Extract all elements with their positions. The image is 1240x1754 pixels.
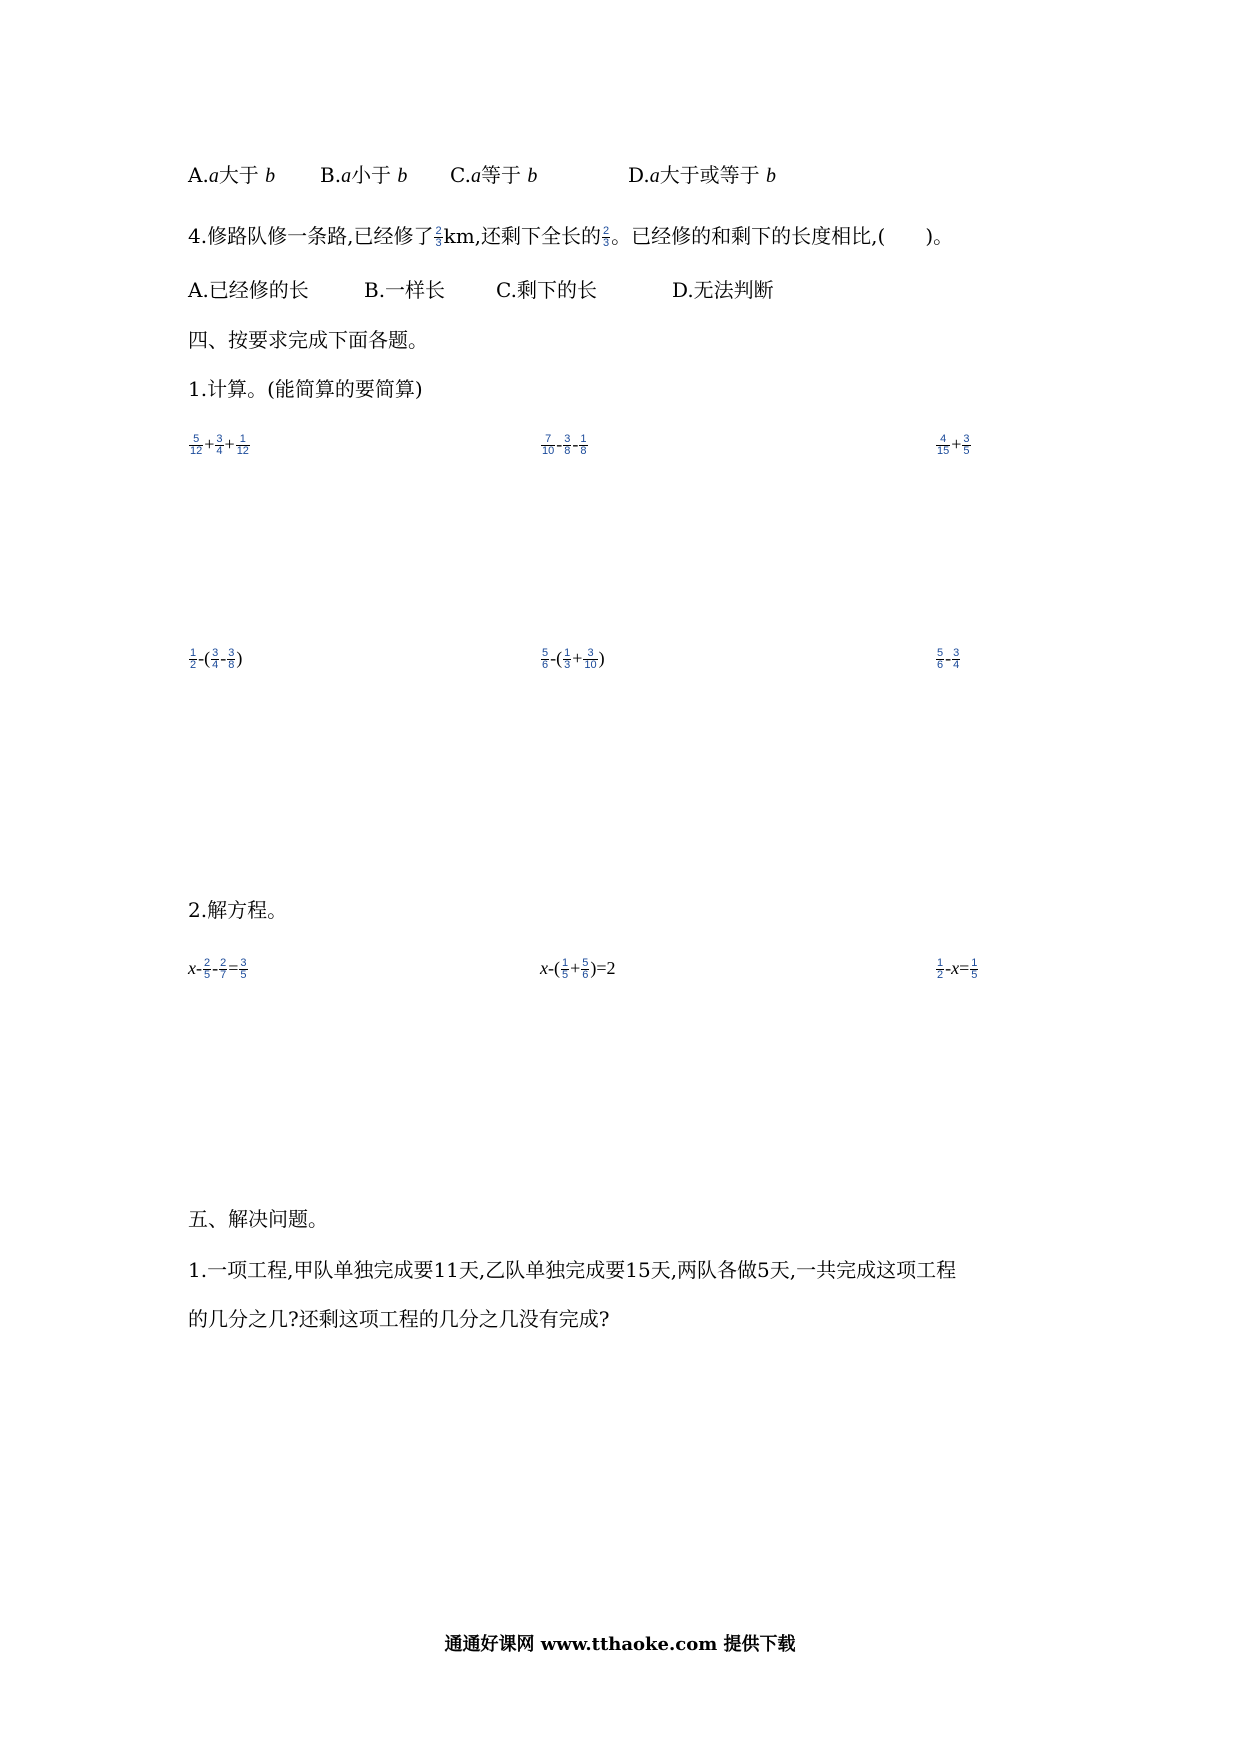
denominator: 8 [580,445,587,458]
numerator: 3 [228,647,235,660]
operator: - [945,648,952,668]
q3-option-d: D.a大于或等于 b [628,163,777,187]
denominator: 5 [963,445,970,458]
fraction [952,648,960,671]
calc-expression-4 [188,648,242,671]
operator: = [228,958,239,978]
numerator: 5 [542,647,549,660]
operator: - [220,648,227,668]
fraction [563,648,571,671]
numerator: 1 [580,433,587,446]
fraction [579,434,587,457]
problem-1-line-1: 1.一项工程,甲队单独完成要11天,乙队单独完成要15天,两队各做5天,一共完成这项工程 [188,1258,957,1282]
calc-expression-3 [935,434,972,457]
numerator: 3 [240,957,247,970]
calc-expression-5 [540,648,605,671]
q4-option-c: C.剩下的长 [496,278,597,302]
equation-title: 2.解方程。 [188,898,288,922]
operator: - [212,958,219,978]
variable-x: x [540,958,548,978]
operator: =2 [596,958,616,978]
denominator: 6 [937,659,944,672]
numerator: 5 [193,433,200,446]
operator: + [572,648,583,668]
operator: - [945,958,952,978]
denominator: 6 [582,969,589,982]
section-5-title: 五、解决问题。 [188,1207,328,1231]
fraction [227,648,235,671]
denominator: 8 [228,659,235,672]
denominator: 8 [564,445,571,458]
fraction [215,434,223,457]
numerator: 1 [562,957,569,970]
denominator: 5 [240,969,247,982]
question-4: 4.修路队修一条路,已经修了 $\frac{2}{3}$ km,还剩下全长的 $\frac{2}{3}$ 。已经修的和剩下的长度相比,( )。 [188,224,954,249]
denominator: 2 [190,659,197,672]
denominator: 10 [584,659,597,672]
fraction: $\frac{2}{3}$ [603,225,610,249]
fraction [936,958,944,981]
q4-option-a: A.已经修的长 [188,278,309,302]
denominator: 4 [216,445,223,458]
calc-expression-6 [935,648,961,671]
calc-title: 1.计算。(能简算的要简算) [188,377,423,401]
fraction [541,434,555,457]
fraction: $\frac{2}{3}$ [435,225,442,249]
q3-option-b: B.a小于 b [320,163,408,187]
denominator: 12 [236,445,249,458]
denominator: 10 [542,445,555,458]
operator: -( [198,648,211,668]
operator: -( [548,958,560,978]
operator: ) [236,648,243,668]
fraction [189,434,203,457]
section-4-title: 四、按要求完成下面各题。 [188,328,428,352]
numerator: 1 [190,647,197,660]
numerator: 2 [204,957,211,970]
denominator: 3 [564,659,571,672]
numerator: 1 [971,957,978,970]
fraction [936,434,950,457]
fraction [236,434,250,457]
operator: - [572,434,579,454]
q3-option-c: C.a等于 b [450,163,538,187]
q4-option-b: B.一样长 [364,278,446,302]
denominator: 15 [937,445,950,458]
denominator: 7 [220,969,227,982]
fraction [581,958,589,981]
calc-expression-2 [540,434,589,457]
fraction [563,434,571,457]
denominator: 5 [971,969,978,982]
operator: + [204,434,215,454]
operator: + [224,434,235,454]
numerator: 3 [953,647,960,660]
operator: = [959,958,970,978]
denominator: 2 [937,969,944,982]
fraction [541,648,549,671]
calc-expression-1 [188,434,251,457]
equation-1 [188,958,249,981]
equation-2 [540,958,616,981]
operator: - [196,958,202,978]
problem-1-line-2: 的几分之几?还剩这项工程的几分之几没有完成? [188,1307,610,1331]
fraction [962,434,970,457]
denominator: 12 [190,445,203,458]
numerator: 1 [564,647,571,660]
numerator: 3 [212,647,219,660]
numerator: 5 [937,647,944,660]
numerator: 2 [220,957,227,970]
fraction [561,958,569,981]
q4-option-d: D.无法判断 [672,278,774,302]
numerator: 3 [963,433,970,446]
numerator: 3 [564,433,571,446]
fraction [936,648,944,671]
numerator: 1 [937,957,944,970]
fraction [219,958,227,981]
numerator: 1 [239,433,246,446]
fraction [583,648,597,671]
operator: ) [598,648,605,668]
fraction [970,958,978,981]
denominator: 4 [212,659,219,672]
variable-x: x [188,958,196,978]
denominator: 5 [562,969,569,982]
fraction [239,958,247,981]
operator: - [556,434,563,454]
q3-option-a: A.a大于 b [188,163,276,187]
numerator: 3 [216,433,223,446]
denominator: 5 [204,969,211,982]
numerator: 5 [582,957,589,970]
operator: + [951,434,962,454]
operator: ) [590,958,597,978]
numerator: 3 [587,647,594,660]
footer: 通通好课网 www.tthaoke.com 提供下载 [444,1634,796,1655]
numerator: 7 [545,433,552,446]
operator: + [570,958,581,978]
fraction [203,958,211,981]
equation-3 [935,958,979,981]
fraction [189,648,197,671]
denominator: 4 [953,659,960,672]
denominator: 6 [542,659,549,672]
fraction [211,648,219,671]
variable-x: x [951,958,960,978]
numerator: 4 [940,433,947,446]
operator: -( [550,648,563,668]
